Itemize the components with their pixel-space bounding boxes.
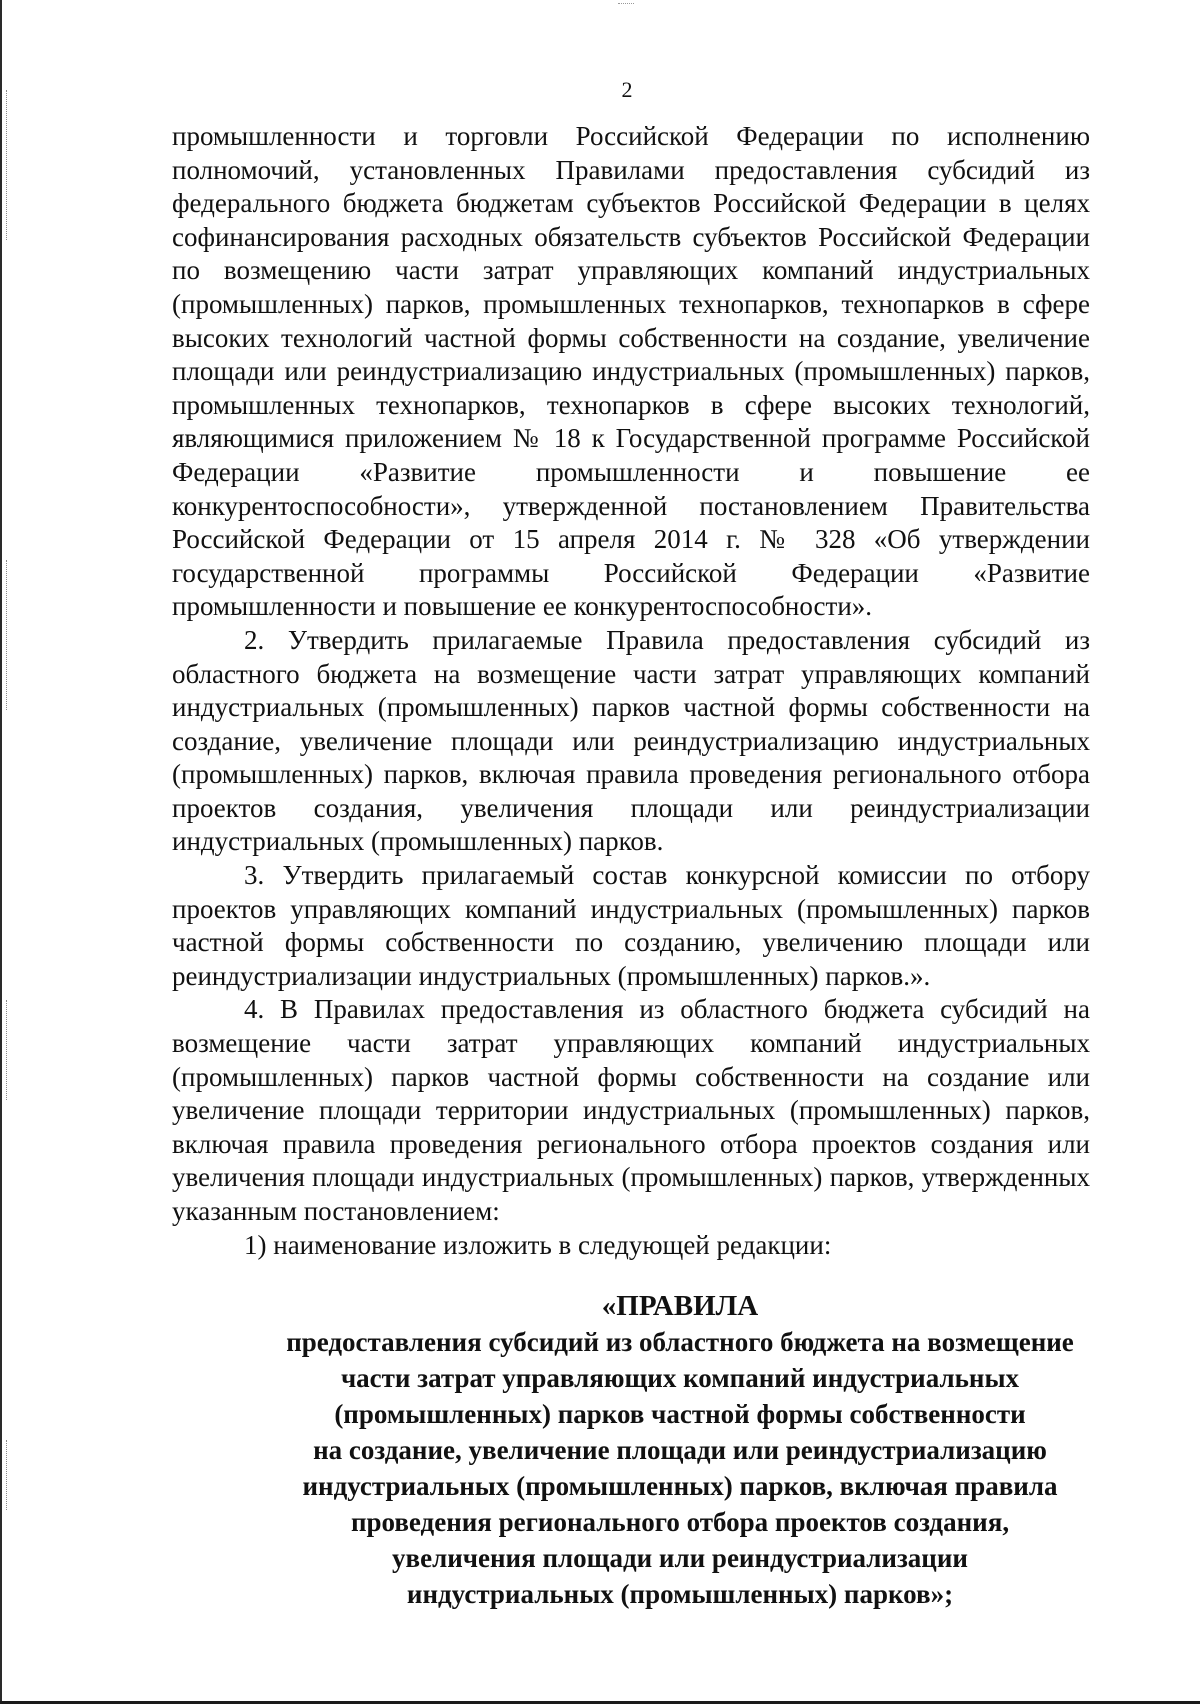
document-body bbox=[172, 120, 1090, 1262]
rules-heading-line: на создание, увеличение площади или реиндустриализацию bbox=[313, 1435, 1047, 1465]
rules-heading-line: увеличения площади или реиндустриализации bbox=[392, 1543, 968, 1573]
rules-heading bbox=[140, 1288, 1200, 1612]
rules-heading-line: проведения регионального отбора проектов создания, bbox=[350, 1507, 1010, 1537]
scan-left-edge bbox=[0, 0, 2, 1704]
scan-margin-dots bbox=[6, 1000, 9, 1100]
rules-heading-line: части затрат управляющих компаний индустриальных bbox=[340, 1363, 1020, 1393]
paragraph-item-4: 4. В Правилах предоставления из областного бюджета субсидий на возмещение части затрат управляющих компаний индустриальных (промышленных) парков частной формы собственности на создание или увеличение площади территории индустриальных (промышленных) парков, включая правила проведения регионального отбора проектов создания или увеличения площади индустриальных (промышленных) парков, утвержденных указанным постановлением: bbox=[172, 994, 1090, 1226]
rules-heading-line: предоставления субсидий из областного бюджета на возмещение bbox=[286, 1327, 1074, 1357]
paragraph-item-2: 2. Утвердить прилагаемые Правила предоставления субсидий из областного бюджета на возмещение части затрат управляющих компаний индустриальных (промышленных) парков частной формы собственности на создание, увеличение площади или реиндустриализацию индустриальных (промышленных) парков, включая правила проведения регионального отбора проектов создания, увеличения площади или реиндустриализации индустриальных (промышленных) парков. bbox=[172, 624, 1090, 857]
scan-margin-dots bbox=[6, 1440, 9, 1510]
page-number: 2 bbox=[621, 77, 633, 102]
rules-heading-line: (промышленных) парков частной формы собственности bbox=[334, 1399, 1026, 1429]
scan-margin-dots bbox=[6, 560, 9, 710]
scan-top-mark bbox=[618, 0, 634, 4]
paragraph-item-3: 3. Утвердить прилагаемый состав конкурсной комиссии по отбору проектов управляющих компаний индустриальных (промышленных) парков частной формы собственности по созданию, увеличению площади или реиндустриализации индустриальных (промышленных) парков.». bbox=[172, 860, 1090, 991]
rules-title: «ПРАВИЛА bbox=[601, 1290, 759, 1322]
paragraph-subitem-1: 1) наименование изложить в следующей редакции: bbox=[244, 1229, 832, 1260]
paragraph-continuation: промышленности и торговли Российской Федерации по исполнению полномочий, установленных Правилами предоставления субсидий из федерального бюджета бюджетам субъектов Российской Федерации в целях софинансирования расходных обязательств субъектов Российской Федерации по возмещению части затрат управляющих компаний индустриальных (промышленных) парков, промышленных технопарков, технопарков в сфере высоких технологий частной формы собственности на создание, увеличение площади или реиндустриализацию индустриальных (промышленных) парков, промышленных технопарков, технопарков в сфере высоких технологий, являющимися приложением № 18 к Государственной программе Российской Федерации «Развитие промышленности и повышение ее конкурентоспособности», утвержденной постановлением Правительства Российской Федерации от 15 апреля 2014 г. № 328 «Об утверждении государственной программы Российской Федерации «Развитие промышленности и повышение ее конкурентоспособности». bbox=[172, 121, 1090, 622]
rules-heading-line: индустриальных (промышленных) парков, включая правила bbox=[302, 1471, 1058, 1501]
rules-heading-line: индустриальных (промышленных) парков»; bbox=[406, 1579, 954, 1609]
scan-margin-dots bbox=[6, 90, 9, 240]
